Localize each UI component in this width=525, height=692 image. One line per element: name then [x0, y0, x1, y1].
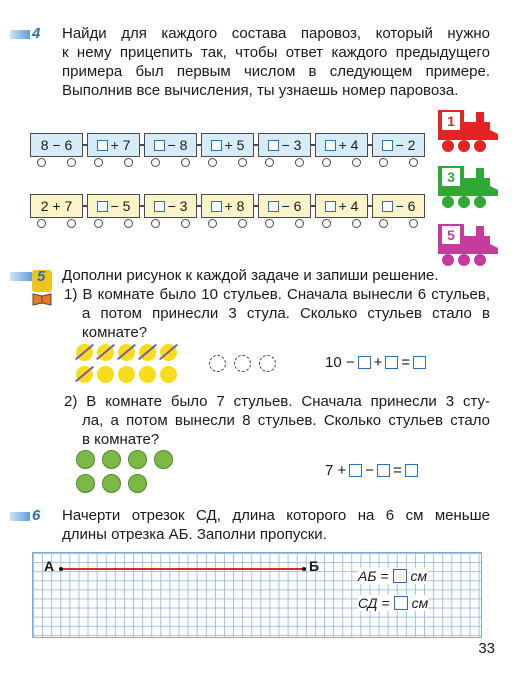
- green-circle: [154, 450, 173, 469]
- wagon-body: [201, 194, 254, 218]
- wagon-body: [372, 133, 425, 157]
- task6-number: 6: [32, 507, 41, 524]
- wheel: [295, 219, 304, 228]
- wheel: [265, 158, 274, 167]
- green-circles-row-2: [76, 474, 147, 493]
- wheel: [322, 158, 331, 167]
- dashed-circles-row: [209, 355, 276, 372]
- coin: [160, 366, 177, 383]
- answer-box[interactable]: [211, 140, 222, 151]
- task5-number: 5: [37, 268, 46, 285]
- coin-crossed: [76, 344, 93, 361]
- crossed-coins-row-1: [76, 344, 177, 361]
- wagon-body: [87, 194, 140, 218]
- task4-text: [62, 24, 490, 100]
- wheel: [208, 219, 217, 228]
- answer-box[interactable]: [382, 201, 393, 212]
- task4-marker-bar: [10, 30, 30, 39]
- coin-crossed: [160, 344, 177, 361]
- wagon-body: [315, 194, 368, 218]
- task4-number: 4: [32, 25, 41, 42]
- wagon-expression: + 4: [338, 137, 359, 153]
- eq2-part-1: 7 +: [325, 462, 347, 479]
- answer-box[interactable]: [154, 140, 165, 151]
- task6-marker-bar: [10, 512, 30, 521]
- answer-box[interactable]: [349, 464, 362, 477]
- green-circle: [76, 450, 95, 469]
- wheel: [352, 219, 361, 228]
- cd-answer-box[interactable]: [394, 596, 408, 610]
- answer-box[interactable]: [358, 356, 371, 369]
- wheel: [238, 158, 247, 167]
- wagon-expression: − 8: [167, 137, 188, 153]
- wheel: [124, 219, 133, 228]
- task5-intro: Дополни рисунок к каждой задаче и запиши решение.: [62, 267, 439, 284]
- wheel: [322, 219, 331, 228]
- task6-line-1: Начерти отрезок СД, длина которого на 6 см меньше: [62, 507, 490, 524]
- answer-box[interactable]: [268, 140, 279, 151]
- wagon: [30, 194, 83, 228]
- answer-box[interactable]: [413, 356, 426, 369]
- wagon: [372, 194, 425, 228]
- wagon-expression: 8 − 6: [40, 137, 73, 153]
- wheel: [295, 158, 304, 167]
- ab-unit: см: [410, 568, 428, 584]
- task5-problem1: [62, 285, 490, 342]
- wagon: [315, 194, 368, 228]
- wagon-body: [258, 194, 311, 218]
- wagon: [201, 133, 254, 167]
- dashed-circle: [259, 355, 276, 372]
- task5-p1-line-3: комнате?: [82, 324, 148, 341]
- answer-box[interactable]: [382, 140, 393, 151]
- locomotive: [436, 164, 498, 210]
- wagon-expression: 2 + 7: [40, 198, 73, 214]
- wagon-expression: + 5: [224, 137, 245, 153]
- eq2-part-3: =: [393, 462, 402, 479]
- wagon: [201, 194, 254, 228]
- wagon: [30, 133, 83, 167]
- point-b-label: Б: [309, 558, 320, 574]
- answer-box[interactable]: [325, 201, 336, 212]
- task5-marker-bar: [10, 272, 32, 281]
- wagon-body: [372, 194, 425, 218]
- eq1-part-1: 10 −: [325, 354, 355, 371]
- coin-crossed: [139, 344, 156, 361]
- dashed-circle: [209, 355, 226, 372]
- task5-p2-line-1: 2) В комнате было 7 стульев. Сначала принесли 3 сту-: [64, 393, 490, 410]
- ab-label: АБ =: [358, 568, 389, 584]
- coin: [97, 366, 114, 383]
- wagon-expression: − 6: [281, 198, 302, 214]
- cd-length-fill: [358, 595, 428, 611]
- page-number: 33: [478, 640, 495, 657]
- wheel: [409, 158, 418, 167]
- answer-box[interactable]: [405, 464, 418, 477]
- wagon: [144, 194, 197, 228]
- eq2-part-2: −: [365, 462, 375, 479]
- task4-line-4: Выполнив все вычисления, ты узнаешь номер паровоза.: [62, 82, 459, 99]
- cd-unit: см: [411, 595, 429, 611]
- equation-2: [325, 462, 418, 479]
- wagon: [258, 133, 311, 167]
- answer-box[interactable]: [325, 140, 336, 151]
- wagon-expression: − 3: [281, 137, 302, 153]
- task5-p1-line-1: 1) В комнате было 10 стульев. Сначала вынесли 6 стульев,: [64, 286, 490, 303]
- wagon-expression: − 3: [167, 198, 188, 214]
- coin-crossed: [76, 366, 93, 383]
- wheel: [37, 219, 46, 228]
- train-blue: [30, 133, 425, 167]
- answer-box[interactable]: [268, 201, 279, 212]
- coin: [118, 366, 135, 383]
- wagon: [315, 133, 368, 167]
- wagon-body: [30, 194, 83, 218]
- wagon: [258, 194, 311, 228]
- wagon-body: [87, 133, 140, 157]
- wheel: [379, 158, 388, 167]
- wheel: [67, 219, 76, 228]
- wheel: [409, 219, 418, 228]
- green-circle: [128, 474, 147, 493]
- point-a-dot: [59, 567, 63, 571]
- book-icon: [32, 292, 52, 306]
- task5-p2-line-3: в комнате?: [82, 431, 160, 448]
- green-circles-row-1: [76, 450, 173, 469]
- wheel: [151, 219, 160, 228]
- locomotive-number: 1: [442, 112, 460, 130]
- answer-box[interactable]: [385, 356, 398, 369]
- wagon-expression: − 6: [395, 198, 416, 214]
- dashed-circle: [234, 355, 251, 372]
- wheel: [181, 219, 190, 228]
- wheel: [379, 219, 388, 228]
- wagon-expression: + 4: [338, 198, 359, 214]
- wheel: [151, 158, 160, 167]
- segment-ab: [61, 568, 304, 570]
- task5-problem2: [62, 392, 490, 449]
- ab-length-fill: [358, 568, 427, 584]
- wagon-expression: − 2: [395, 137, 416, 153]
- answer-box[interactable]: [154, 201, 165, 212]
- task6-line-2: длины отрезка АБ. Заполни пропуски.: [62, 526, 327, 543]
- wheel: [67, 158, 76, 167]
- coins-row-2: [76, 366, 177, 383]
- wagon-body: [201, 133, 254, 157]
- locomotive-number: 5: [442, 226, 460, 244]
- locomotive-number: 3: [442, 168, 460, 186]
- task5-p2-line-2: ла, а потом вынесли 8 стульев. Сколько стульев стало: [82, 412, 490, 429]
- wagon-expression: + 8: [224, 198, 245, 214]
- ab-answer-box[interactable]: [393, 569, 407, 583]
- wheel: [94, 158, 103, 167]
- cd-label: СД =: [358, 595, 390, 611]
- wagon: [372, 133, 425, 167]
- task4-line-2: к нему прицепить так, чтобы ответ каждого предыдущего: [62, 44, 490, 61]
- point-b-dot: [302, 567, 306, 571]
- wheel: [352, 158, 361, 167]
- eq1-part-3: =: [401, 354, 411, 371]
- wheel: [124, 158, 133, 167]
- coin-crossed: [97, 344, 114, 361]
- wagon: [87, 194, 140, 228]
- answer-box[interactable]: [97, 201, 108, 212]
- wheel: [265, 219, 274, 228]
- green-circle: [102, 450, 121, 469]
- wagon-expression: − 5: [110, 198, 131, 214]
- locomotive: [436, 108, 498, 154]
- wagon-body: [315, 133, 368, 157]
- point-a-label: А: [44, 558, 55, 574]
- equation-1: [325, 354, 426, 371]
- locomotive: [436, 222, 498, 268]
- wagon-body: [144, 194, 197, 218]
- task5-p1-line-2: а потом принесли 3 стула. Сколько стульев стало в: [82, 305, 490, 322]
- coin-crossed: [118, 344, 135, 361]
- wagon-body: [30, 133, 83, 157]
- wagon: [144, 133, 197, 167]
- green-circle: [128, 450, 147, 469]
- task4-line-3: примера был первым числом в следующем примере.: [62, 63, 490, 80]
- answer-box[interactable]: [377, 464, 390, 477]
- eq1-part-2: +: [373, 354, 383, 371]
- wagon: [87, 133, 140, 167]
- task6-text: [62, 506, 490, 544]
- wheel: [94, 219, 103, 228]
- wagon-body: [258, 133, 311, 157]
- wheel: [208, 158, 217, 167]
- wheel: [37, 158, 46, 167]
- green-circle: [102, 474, 121, 493]
- wagon-body: [144, 133, 197, 157]
- train-yellow: [30, 194, 425, 228]
- wagon-expression: + 7: [110, 137, 131, 153]
- wheel: [181, 158, 190, 167]
- green-circle: [76, 474, 95, 493]
- answer-box[interactable]: [211, 201, 222, 212]
- wheel: [238, 219, 247, 228]
- coin: [139, 366, 156, 383]
- task4-line-1: Найди для каждого состава паровоз, который нужно: [62, 25, 490, 42]
- answer-box[interactable]: [97, 140, 108, 151]
